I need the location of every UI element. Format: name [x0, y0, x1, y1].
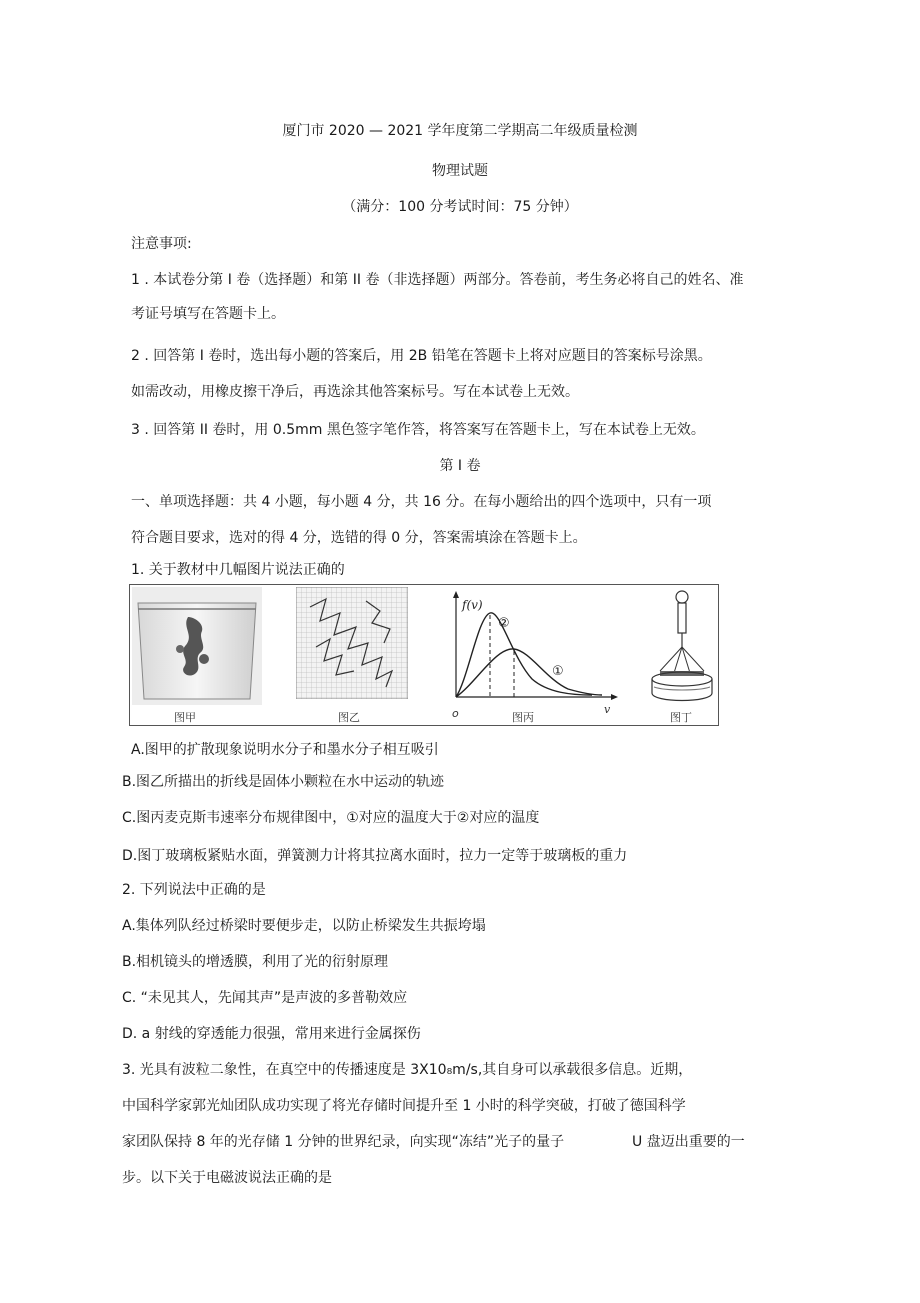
curve-2-label: ②: [498, 616, 510, 631]
q1-option-b: B.图乙所描出的折线是固体小颗粒在水中运动的轨迹: [122, 774, 445, 790]
q1-option-a: A.图甲的扩散现象说明水分子和墨水分子相互吸引: [131, 742, 439, 758]
q2-option-a: A.集体列队经过桥梁时要便步走，以防止桥梁发生共振垮塌: [122, 918, 486, 934]
y-axis-arrow-icon: [453, 591, 459, 598]
brownian-motion-grid: [296, 587, 408, 699]
exam-meta: （满分：100 分考试时间：75 分钟）: [342, 199, 578, 215]
q2-option-c: C. “未见其人，先闻其声”是声波的多普勒效应: [122, 990, 408, 1006]
ink-beaker-photo: [132, 587, 262, 705]
maxwell-distribution-graph: [442, 587, 620, 705]
section-instruction-1: 一、单项选择题：共 4 小题，每小题 4 分，共 16 分。在每小题给出的四个选项中，只有一项: [131, 494, 712, 510]
note-line-5: 3 . 回答第 II 卷时，用 0.5mm 黑色签字笔作答，将答案写在答题卡上，写在本试卷上无效。: [131, 422, 705, 438]
graph-x-label: v: [604, 703, 611, 716]
glass-plate-spring-scale: [646, 587, 716, 705]
note-line-2: 考证号填写在答题卡上。: [131, 306, 285, 322]
caption-bing: 图丙: [512, 711, 534, 724]
caption-jia: 图甲: [174, 711, 196, 724]
section-title: 第 I 卷: [439, 458, 481, 474]
graph-origin-label: o: [452, 707, 459, 720]
q2-option-d: D. a 射线的穿透能力很强，常用来进行金属探伤: [122, 1026, 421, 1042]
note-line-1: 1 . 本试卷分第 I 卷（选择题）和第 II 卷（非选择题）两部分。答卷前，考生务必将自己的姓名、准: [131, 272, 744, 288]
note-line-4: 如需改动，用橡皮擦干净后，再选涂其他答案标号。写在本试卷上无效。: [131, 384, 579, 400]
q3-line-4: 步。以下关于电磁波说法正确的是: [122, 1170, 332, 1186]
q3-line-3b: U 盘迈出重要的一: [632, 1134, 745, 1150]
subject-title: 物理试题: [432, 163, 488, 179]
q3-line-1: 3. 光具有波粒二象性，在真空中的传播速度是 3X10₈m/s,其自身可以承载很多信息。近期，: [122, 1062, 693, 1078]
q3-line-2: 中国科学家郭光灿团队成功实现了将光存储时间提升至 1 小时的科学突破，打破了德国科学: [122, 1098, 686, 1114]
q2-option-b: B.相机镜头的增透膜，利用了光的衍射原理: [122, 954, 389, 970]
q3-line-3a: 家团队保持 8 年的光存储 1 分钟的世界纪录，向实现“冻结”光子的量子: [122, 1134, 565, 1150]
q2-stem: 2. 下列说法中正确的是: [122, 882, 266, 898]
q1-option-d: D.图丁玻璃板紧贴水面，弹簧测力计将其拉离水面时，拉力一定等于玻璃板的重力: [122, 848, 628, 864]
q1-stem: 1. 关于教材中几幅图片说法正确的: [131, 562, 345, 578]
section-instruction-2: 符合题目要求，选对的得 4 分，选错的得 0 分，答案需填涂在答题卡上。: [131, 530, 587, 546]
note-line-3: 2 . 回答第 I 卷时，选出每小题的答案后，用 2B 铅笔在答题卡上将对应题目的答案标号涂黑。: [131, 348, 712, 364]
q1-figure: [129, 584, 719, 726]
caption-ding: 图丁: [670, 711, 692, 724]
curve-1-label: ①: [552, 664, 564, 679]
q1-option-c: C.图丙麦克斯韦速率分布规律图中，①对应的温度大于②对应的温度: [122, 810, 540, 826]
curve-1: [456, 649, 602, 697]
exam-title: 厦门市 2020 — 2021 学年度第二学期高二年级质量检测: [282, 123, 638, 139]
caption-yi: 图乙: [338, 711, 360, 724]
notes-heading: 注意事项:: [131, 236, 192, 252]
x-axis-arrow-icon: [611, 694, 618, 700]
curve-2: [456, 613, 592, 697]
graph-y-label: f(v): [462, 598, 483, 612]
